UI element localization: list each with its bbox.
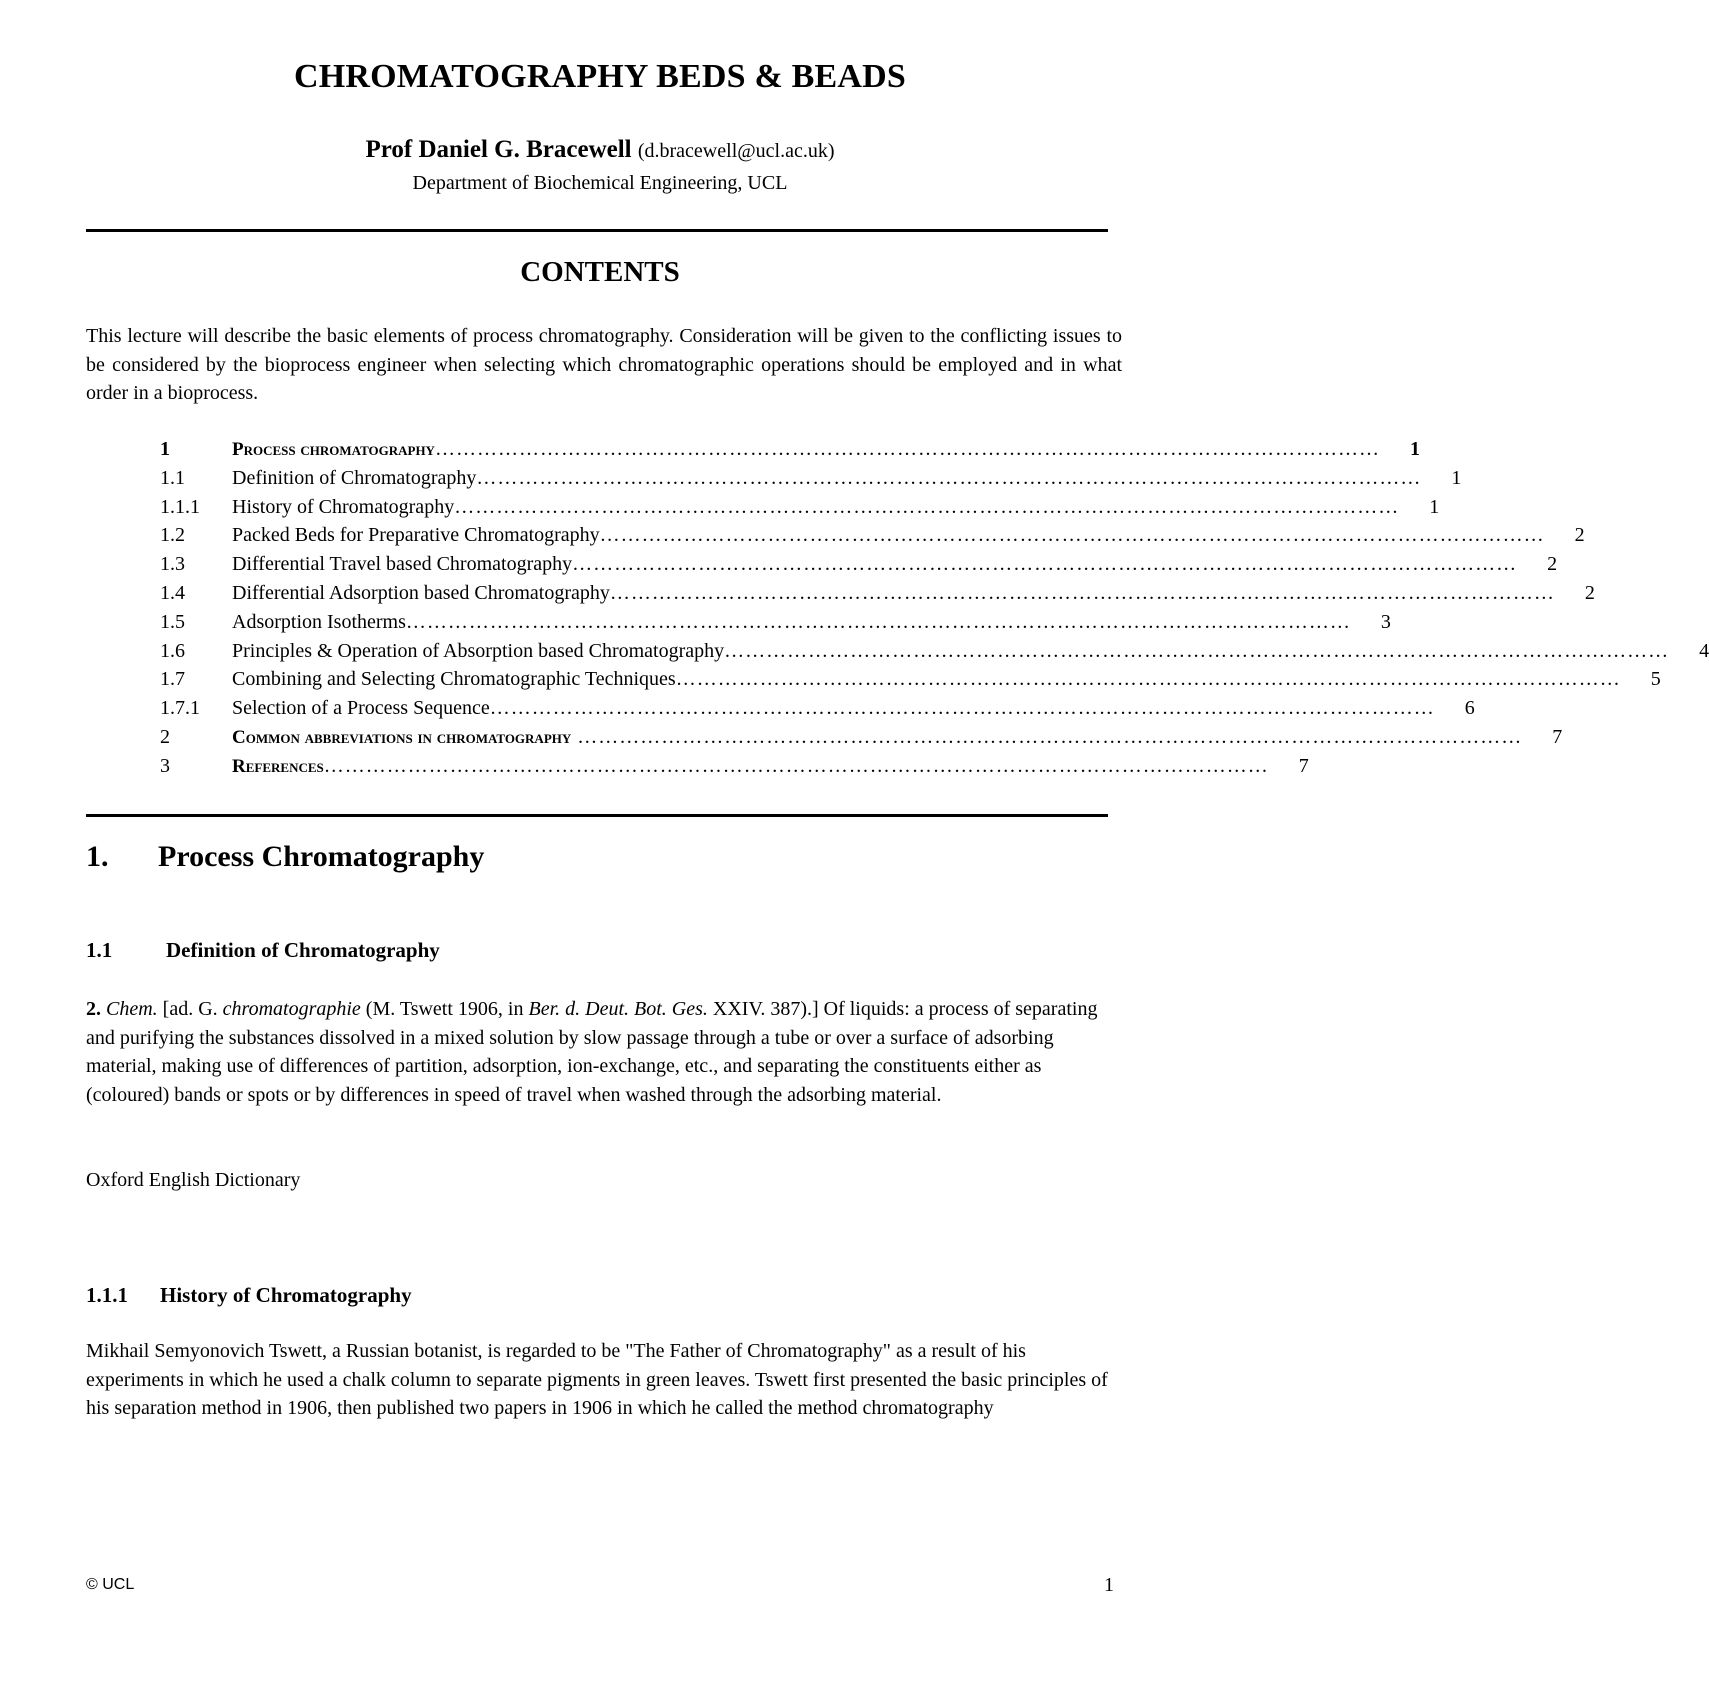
- toc-page: 1: [1409, 438, 1420, 460]
- toc-title: Principles & Operation of Absorption based Chromatography: [232, 639, 725, 662]
- subsection-number: 1.1.1: [86, 1283, 128, 1307]
- toc-entry[interactable]: [160, 639, 1709, 669]
- toc-number: 1.7.1: [160, 697, 200, 720]
- toc-page: 6: [1464, 697, 1475, 720]
- toc-entry[interactable]: [160, 495, 1440, 525]
- subsection-number: 1.1: [86, 938, 113, 962]
- subsection-heading: [86, 938, 440, 963]
- toc-page: 7: [1552, 725, 1563, 748]
- toc-number: 1.3: [160, 553, 185, 576]
- section-title: Process Chromatography: [158, 840, 485, 873]
- toc-entry[interactable]: [160, 725, 1563, 755]
- toc-leader: ………………………………………………………………………………………………………………………: [489, 697, 1435, 720]
- definition-journal: Ber. d. Deut. Bot. Ges.: [528, 998, 708, 1020]
- toc-page: 5: [1650, 668, 1661, 691]
- toc-entry[interactable]: [160, 697, 1475, 726]
- toc-page: 2: [1574, 524, 1585, 547]
- toc-number: 3: [160, 754, 170, 777]
- toc-leader: ………………………………………………………………………………………………………………………: [724, 639, 1670, 662]
- definition-field: Chem.: [106, 998, 158, 1020]
- toc-number: 1.7: [160, 668, 185, 691]
- toc-number: 1.6: [160, 639, 185, 662]
- definition-text: XXIV. 387).] Of liquids: a process of separating and purifying the substances dissolved in a mixed solution by slow passage through a tube or over a surface of adsorbing material, making use of differences of partition, adsorption, ion-exchange, etc., and separating the constituents either as (coloured) bands or spots or by differences in speed of travel when washed through the adsorbing material.: [86, 998, 1098, 1106]
- definition-paragraph: [86, 995, 1122, 1109]
- toc-entry[interactable]: [160, 553, 1558, 582]
- toc-title: Definition of Chromatography: [232, 466, 477, 489]
- toc-number: 1.1: [160, 466, 185, 489]
- toc-number: 1.4: [160, 581, 185, 604]
- document-title: CHROMATOGRAPHY BEDS & BEADS: [293, 58, 907, 95]
- definition-sense: 2.: [86, 998, 101, 1020]
- toc-title: Differential Travel based Chromatography: [232, 553, 573, 576]
- subsection-heading: [86, 1283, 412, 1308]
- contents-intro: This lecture will describe the basic elements of process chromatography. Consideration will be given to the conflicting issues to be considered by the bioprocess engineer when selecting which chromatographic operations should be employed and in what order in a bioprocess.: [86, 325, 1122, 404]
- toc-page: 1: [1451, 466, 1462, 489]
- toc-number: 1: [160, 438, 170, 460]
- toc-leader: ………………………………………………………………………………………………………………………: [454, 495, 1400, 518]
- toc-page: 4: [1699, 639, 1709, 662]
- toc-number: 1.2: [160, 524, 185, 547]
- toc-title: Selection of a Process Sequence: [232, 697, 490, 720]
- toc-number: 2: [160, 725, 170, 748]
- toc-entry[interactable]: [160, 438, 1420, 467]
- definition-text: (M. Tswett 1906, in: [360, 998, 529, 1020]
- toc-entry[interactable]: [160, 610, 1391, 640]
- toc-leader: ………………………………………………………………………………………………………………………: [405, 610, 1351, 633]
- author-line: [0, 136, 1200, 164]
- toc-number: 1.5: [160, 610, 185, 633]
- toc-leader: ………………………………………………………………………………………………………………………: [434, 438, 1380, 460]
- toc-title: Process chromatography: [232, 439, 435, 460]
- table-of-contents: [160, 438, 1709, 784]
- toc-leader: ………………………………………………………………………………………………………………………: [572, 553, 1518, 576]
- toc-leader: ………………………………………………………………………………………………………………………: [476, 466, 1422, 489]
- toc-entry[interactable]: [160, 524, 1585, 553]
- toc-leader: ………………………………………………………………………………………………………………………: [675, 668, 1621, 691]
- department: Department of Biochemical Engineering, UCL: [412, 172, 788, 194]
- divider-top: [86, 229, 1108, 232]
- toc-page: 7: [1298, 754, 1309, 777]
- section-heading: [86, 840, 484, 874]
- toc-entry[interactable]: [160, 581, 1595, 611]
- page-number: 1: [1104, 1574, 1114, 1596]
- toc-entry[interactable]: [160, 668, 1661, 697]
- toc-leader: ………………………………………………………………………………………………………………………: [323, 754, 1269, 777]
- subsection-title: History of Chromatography: [160, 1283, 412, 1307]
- section-number: 1.: [86, 840, 109, 873]
- definition-text: [ad. G.: [157, 998, 223, 1020]
- toc-page: 1: [1429, 495, 1440, 518]
- toc-leader: ………………………………………………………………………………………………………………………: [571, 725, 1523, 748]
- author-name: Prof Daniel G. Bracewell: [365, 136, 632, 163]
- toc-page: 2: [1584, 581, 1595, 604]
- footer-copyright: © UCL: [86, 1576, 135, 1593]
- history-paragraph: Mikhail Semyonovich Tswett, a Russian botanist, is regarded to be "The Father of Chromatography" as a result of his experiments in which he used a chalk column to separate pigments in green leaves. Tswett first presented the basic principles of his separation method in 1906, then published two papers in 1906 in which he called the method chromatography: [86, 1340, 1108, 1419]
- definition-term: chromatographie: [222, 998, 361, 1020]
- toc-title: References: [232, 755, 324, 777]
- author-email[interactable]: (d.bracewell@ucl.ac.uk): [637, 140, 835, 162]
- definition-source: Oxford English Dictionary: [86, 1169, 301, 1191]
- toc-title: Common abbreviations in chromatography: [232, 726, 572, 748]
- toc-number: 1.1.1: [160, 495, 200, 518]
- divider-bottom: [86, 814, 1108, 817]
- toc-title: History of Chromatography: [232, 495, 455, 518]
- toc-leader: ………………………………………………………………………………………………………………………: [609, 581, 1555, 604]
- toc-page: 3: [1380, 610, 1391, 633]
- toc-page: 2: [1547, 553, 1558, 576]
- toc-leader: ………………………………………………………………………………………………………………………: [599, 524, 1545, 547]
- toc-title: Adsorption Isotherms: [232, 610, 406, 633]
- toc-title: Differential Adsorption based Chromatography: [232, 581, 610, 604]
- toc-title: Combining and Selecting Chromatographic Techniques: [232, 668, 676, 691]
- subsection-title: Definition of Chromatography: [166, 938, 440, 962]
- contents-heading: CONTENTS: [520, 256, 680, 288]
- toc-entry[interactable]: [160, 466, 1462, 496]
- toc-title: Packed Beds for Preparative Chromatography: [232, 524, 600, 547]
- toc-entry[interactable]: [160, 754, 1309, 784]
